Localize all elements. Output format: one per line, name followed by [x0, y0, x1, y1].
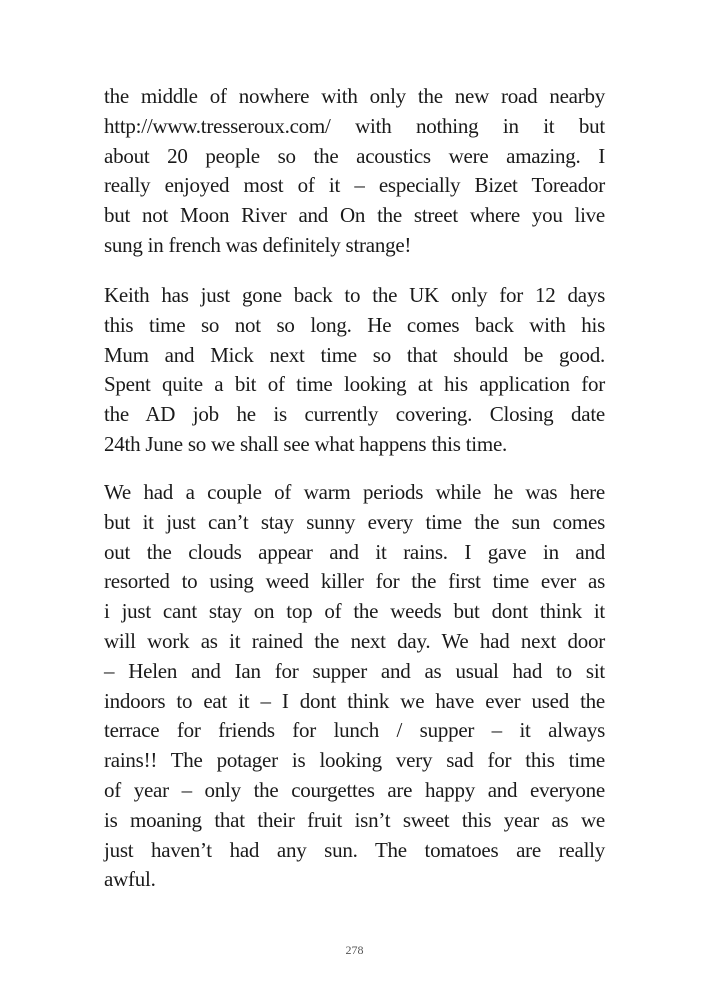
paragraph-weather — [104, 478, 605, 895]
page-number: 278 — [345, 943, 364, 957]
text-line: really enjoyed most of it – especially Bizet Toreador — [104, 173, 605, 198]
text-line: rains!! The potager is looking very sad for this time — [104, 748, 605, 773]
text-line: 24th June so we shall see what happens this time. — [104, 431, 508, 456]
text-line: indoors to eat it – I dont think we have ever used the — [104, 688, 605, 713]
text-line: just haven’t had any sun. The tomatoes are really — [104, 837, 605, 862]
text-line: We had a couple of warm periods while he was here — [104, 480, 605, 504]
text-line: Spent quite a bit of time looking at his application for — [104, 372, 605, 397]
paragraph-keith — [104, 281, 605, 460]
text-line: the middle of nowhere with only the new road nearby — [104, 84, 605, 108]
text-line: out the clouds appear and it rains. I gave in and — [104, 539, 605, 564]
text-line-with-link[interactable]: http://www.tresseroux.com/ with nothing in it but — [104, 113, 605, 138]
text-line: the AD job he is currently covering. Closing date — [104, 402, 605, 427]
text-line: resorted to using weed killer for the first time ever as — [104, 569, 605, 594]
text-line: but it just can’t stay sunny every time the sun comes — [104, 509, 605, 534]
text-line: Mum and Mick next time so that should be good. — [104, 342, 605, 367]
text-line: awful. — [104, 867, 156, 892]
text-line: terrace for friends for lunch / supper – it always — [104, 718, 605, 743]
text-line: is moaning that their fruit isn’t sweet this year as we — [104, 807, 605, 832]
text-line: – Helen and Ian for supper and as usual had to sit — [104, 658, 605, 683]
text-line: this time so not so long. He comes back with his — [104, 312, 605, 337]
text-line: about 20 people so the acoustics were amazing. I — [104, 143, 605, 168]
text-line: sung in french was definitely strange! — [104, 232, 412, 257]
text-line: of year – only the courgettes are happy and everyone — [104, 777, 605, 802]
text-line: but not Moon River and On the street where you live — [104, 203, 605, 228]
text-line: i just cant stay on top of the weeds but dont think it — [104, 599, 605, 624]
text-line: Keith has just gone back to the UK only for 12 days — [104, 283, 605, 307]
text-line: will work as it rained the next day. We had next door — [104, 628, 605, 653]
paragraph-concert — [104, 82, 605, 261]
